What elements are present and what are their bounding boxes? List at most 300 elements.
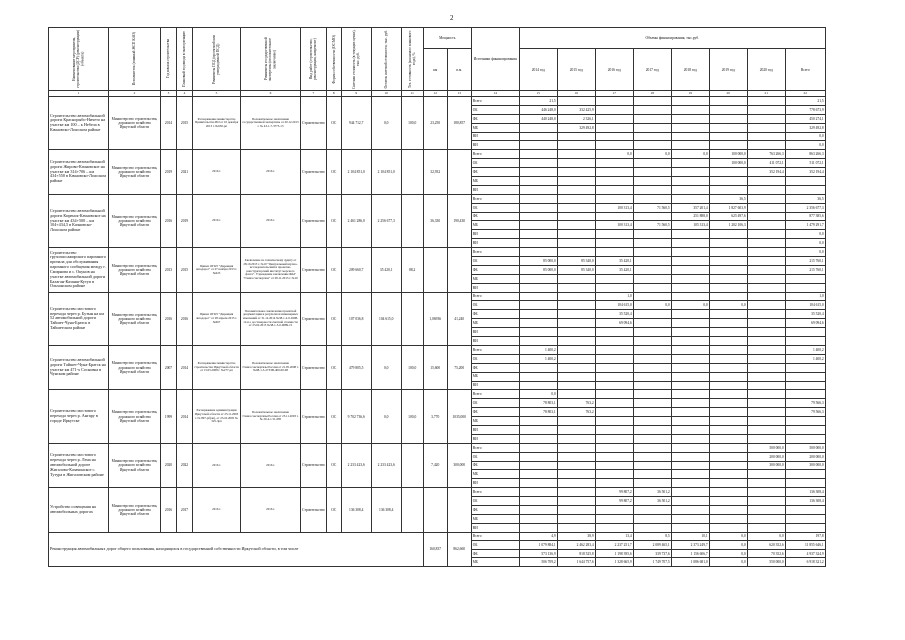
amount-cell bbox=[709, 399, 747, 408]
amount-cell bbox=[519, 470, 557, 479]
amount-cell bbox=[747, 399, 785, 408]
source-label: ОБ bbox=[471, 159, 519, 168]
psd: Приказ ОГКУ "Дирекция автодорог" от 27 ноября 2013 г. №623 bbox=[193, 248, 241, 292]
amount-cell bbox=[633, 470, 671, 479]
amount-cell: 352 194,4 bbox=[785, 168, 825, 177]
amount-cell bbox=[747, 417, 785, 426]
amount-cell bbox=[671, 141, 709, 150]
project-name: Строительство мостового перехода через р. Бутын на км 52 автомобильной дороги Тайшет-Чуна-Братск в Тайшетском районе bbox=[49, 292, 109, 345]
amount-cell bbox=[633, 123, 671, 132]
amount-cell: 357 201,4 bbox=[671, 203, 709, 212]
source-label: ОБ bbox=[471, 203, 519, 212]
amount-cell: 99 807,2 bbox=[595, 488, 633, 497]
source-label: МБ bbox=[471, 123, 519, 132]
amount-cell bbox=[633, 452, 671, 461]
capacity-km: 3,770 bbox=[423, 390, 447, 443]
source-label: ОБ bbox=[471, 399, 519, 408]
amount-cell bbox=[519, 443, 557, 452]
amount-cell bbox=[785, 434, 825, 443]
amount-cell bbox=[785, 505, 825, 514]
amount-cell bbox=[709, 141, 747, 150]
amount-cell: 1 400,2 bbox=[785, 345, 825, 354]
amount-cell bbox=[671, 408, 709, 417]
col-number: 1 bbox=[49, 91, 109, 97]
amount-cell bbox=[519, 452, 557, 461]
amount-cell bbox=[595, 274, 633, 283]
amount-cell bbox=[519, 283, 557, 292]
amount-cell bbox=[633, 390, 671, 399]
amount-cell bbox=[557, 372, 595, 381]
amount-cell bbox=[747, 408, 785, 417]
amount-cell bbox=[519, 212, 557, 221]
total-amount-cell: 1 198 395,6 bbox=[595, 549, 633, 558]
amount-cell bbox=[633, 417, 671, 426]
amount-cell bbox=[557, 381, 595, 390]
amount-cell bbox=[557, 354, 595, 363]
amount-cell bbox=[519, 372, 557, 381]
total-amount-cell: 0,0 bbox=[709, 558, 747, 567]
amount-cell bbox=[671, 239, 709, 248]
amount-cell bbox=[747, 265, 785, 274]
total-amount-cell: 1 156 606,7 bbox=[671, 549, 709, 558]
source-label: ФБ bbox=[471, 549, 519, 558]
source-label: ФБ bbox=[471, 310, 519, 319]
amount-cell: 0,0 bbox=[633, 301, 671, 310]
amount-cell bbox=[595, 461, 633, 470]
amount-cell bbox=[709, 461, 747, 470]
capacity-km: 32,932 bbox=[423, 150, 447, 194]
amount-cell bbox=[557, 185, 595, 194]
col-header-executor: Исполнитель (главный ЖСП КАО) bbox=[109, 28, 161, 91]
amount-cell bbox=[671, 194, 709, 203]
amount-cell: 105 313,4 bbox=[671, 221, 709, 230]
executor: Министерство строительства, дорожного хозяйства Иркутской области bbox=[109, 292, 161, 345]
amount-cell bbox=[595, 479, 633, 488]
source-label: ФБ bbox=[471, 363, 519, 372]
project-name: Строительство грузопассажирского паромного причала для обслуживания паромного сообщения между г. Смирнова и с. Окунов на участке автомобильной дороги Балаган-Казанш-Кутуп в Ольхонском районе bbox=[49, 248, 109, 292]
amount-cell bbox=[633, 372, 671, 381]
amount-cell bbox=[709, 185, 747, 194]
col-header-psd: Реквизиты ПСД (проектной или утвержденной ПСД) bbox=[193, 28, 241, 91]
amount-cell bbox=[747, 479, 785, 488]
amount-cell bbox=[595, 283, 633, 292]
remaining-cost: 0,0 bbox=[371, 390, 401, 443]
amount-cell: 100 000,0 bbox=[709, 159, 747, 168]
executor: Министерство строительства, дорожного хозяйства Иркутской области bbox=[109, 390, 161, 443]
amount-cell: 85 340,0 bbox=[557, 265, 595, 274]
source-label: ОБ bbox=[471, 301, 519, 310]
amount-cell bbox=[709, 292, 747, 301]
amount-cell bbox=[747, 239, 785, 248]
table-row bbox=[49, 248, 826, 257]
total-amount-cell: 2 373 249,7 bbox=[671, 541, 709, 550]
source-label: МБ bbox=[471, 417, 519, 426]
amount-cell bbox=[671, 497, 709, 506]
amount-cell bbox=[747, 310, 785, 319]
col-header-year: 2016 год bbox=[595, 49, 633, 91]
col-header-ready: Тех. готовность (на начало планового года), % bbox=[401, 28, 423, 91]
amount-cell: 300 000,0 bbox=[785, 461, 825, 470]
amount-cell: 36,5 bbox=[785, 194, 825, 203]
work-type: Строительство bbox=[301, 194, 327, 247]
amount-cell bbox=[747, 505, 785, 514]
amount-cell bbox=[747, 97, 785, 106]
amount-cell bbox=[633, 97, 671, 106]
source-label: ФБ bbox=[471, 461, 519, 470]
work-type: Строительство bbox=[301, 390, 327, 443]
amount-cell: 877 385,6 bbox=[785, 212, 825, 221]
amount-cell bbox=[785, 417, 825, 426]
amount-cell: 329 492,8 bbox=[557, 123, 595, 132]
amount-cell bbox=[709, 105, 747, 114]
amount-cell bbox=[747, 221, 785, 230]
amount-cell bbox=[785, 479, 825, 488]
total-amount-cell: 573 136,9 bbox=[519, 549, 557, 558]
capacity-km: 36,330 bbox=[423, 194, 447, 247]
expertise: Заключение по техническому аудиту от 28.10.2013 г. №10 "Центральный научно-исследовательский и проектно-конструкторский институт морского флота". Учреждение заключение ФАУ "Главгосэкспертиза" от 28.11.2013 г. №10 bbox=[241, 248, 301, 292]
total-amount-cell: 1 749 707,5 bbox=[633, 558, 671, 567]
total-amount-cell: 4 937 324,9 bbox=[785, 549, 825, 558]
total-amount-cell: 11 855 646,1 bbox=[785, 541, 825, 550]
source-label: ОБ bbox=[471, 105, 519, 114]
amount-cell bbox=[595, 168, 633, 177]
ownership: ОС bbox=[326, 97, 341, 150]
ownership: ОС bbox=[326, 390, 341, 443]
capacity-pm bbox=[447, 248, 471, 292]
amount-cell: 71 560,5 bbox=[633, 203, 671, 212]
total-amount-cell: 8,5 bbox=[633, 532, 671, 541]
amount-cell bbox=[747, 114, 785, 123]
remaining-cost: 2 104 851,0 bbox=[371, 150, 401, 194]
source-label: МБ bbox=[471, 470, 519, 479]
ownership: ОС bbox=[326, 292, 341, 345]
amount-cell bbox=[595, 425, 633, 434]
amount-cell bbox=[671, 132, 709, 141]
amount-cell bbox=[709, 434, 747, 443]
amount-cell bbox=[519, 292, 557, 301]
expertise: 2016 г. bbox=[241, 488, 301, 532]
capacity-pm: 180,857 bbox=[447, 97, 471, 150]
amount-cell bbox=[557, 425, 595, 434]
source-label: МБ bbox=[471, 221, 519, 230]
capacity-km bbox=[423, 488, 447, 532]
source-label: Всего bbox=[471, 248, 519, 257]
amount-cell bbox=[557, 328, 595, 337]
amount-cell bbox=[785, 470, 825, 479]
amount-cell: 1 479 291,7 bbox=[785, 221, 825, 230]
source-label: Всего bbox=[471, 443, 519, 452]
amount-cell: 100 313,4 bbox=[595, 221, 633, 230]
estimated-cost: 2 104 851,0 bbox=[341, 150, 371, 194]
amount-cell bbox=[747, 105, 785, 114]
total-row bbox=[49, 532, 826, 541]
amount-cell bbox=[519, 123, 557, 132]
amount-cell bbox=[633, 523, 671, 532]
source-label: МБ bbox=[471, 319, 519, 328]
amount-cell bbox=[633, 514, 671, 523]
amount-cell: 85 000,0 bbox=[519, 265, 557, 274]
amount-cell bbox=[709, 497, 747, 506]
amount-cell bbox=[747, 301, 785, 310]
amount-cell bbox=[519, 328, 557, 337]
col-header-name: Наименование мероприятия, строительства (ДСР) (реконструкции) (объекта) bbox=[49, 28, 109, 91]
amount-cell: 0,0 bbox=[709, 301, 747, 310]
capacity-pm bbox=[447, 150, 471, 194]
amount-cell: 0,0 bbox=[595, 150, 633, 159]
amount-cell bbox=[519, 168, 557, 177]
amount-cell bbox=[671, 319, 709, 328]
amount-cell: 35 520,4 bbox=[785, 310, 825, 319]
amount-cell bbox=[747, 381, 785, 390]
amount-cell bbox=[785, 274, 825, 283]
total-amount-cell: 1 644 757,6 bbox=[557, 558, 595, 567]
amount-cell bbox=[671, 97, 709, 106]
amount-cell bbox=[519, 523, 557, 532]
executor: Министерство строительства, дорожного хозяйства Иркутской области bbox=[109, 248, 161, 292]
amount-cell bbox=[747, 141, 785, 150]
source-label: ОБ bbox=[471, 497, 519, 506]
total-amount-cell: 13,4 bbox=[595, 532, 633, 541]
capacity-km: 1,06936 bbox=[423, 292, 447, 345]
amount-cell bbox=[671, 230, 709, 239]
amount-cell bbox=[671, 354, 709, 363]
amount-cell bbox=[671, 168, 709, 177]
amount-cell bbox=[671, 523, 709, 532]
estimated-cost: 9 702 736,6 bbox=[341, 390, 371, 443]
amount-cell bbox=[557, 363, 595, 372]
amount-cell: 1 202 106,3 bbox=[709, 221, 747, 230]
amount-cell bbox=[709, 319, 747, 328]
amount-cell bbox=[519, 248, 557, 257]
amount-cell: 778 673,9 bbox=[785, 105, 825, 114]
amount-cell bbox=[633, 345, 671, 354]
amount-cell bbox=[557, 168, 595, 177]
col-number: 8 bbox=[326, 91, 341, 97]
amount-cell bbox=[519, 230, 557, 239]
amount-cell bbox=[671, 372, 709, 381]
amount-cell bbox=[519, 301, 557, 310]
amount-cell: 863 266,3 bbox=[785, 150, 825, 159]
amount-cell: 100 313,4 bbox=[595, 203, 633, 212]
executor: Министерство строительства, дорожного хозяйства Иркутской области bbox=[109, 194, 161, 247]
estimated-cost: 2 233 423,6 bbox=[341, 443, 371, 487]
work-type: Строительство bbox=[301, 292, 327, 345]
total-amount-cell: 506 709,2 bbox=[519, 558, 557, 567]
capacity-pm: 75,200 bbox=[447, 345, 471, 389]
amount-cell: 104 615,0 bbox=[785, 301, 825, 310]
readiness bbox=[401, 194, 423, 247]
psd: 2016 г. bbox=[193, 488, 241, 532]
work-type: Строительство bbox=[301, 345, 327, 389]
amount-cell bbox=[557, 177, 595, 186]
amount-cell: 85 340,0 bbox=[557, 257, 595, 266]
amount-cell bbox=[633, 292, 671, 301]
start-year: 2007 bbox=[161, 345, 177, 389]
amount-cell: 1 827 603,9 bbox=[709, 203, 747, 212]
amount-cell bbox=[595, 114, 633, 123]
amount-cell: 78 803,1 bbox=[519, 399, 557, 408]
amount-cell bbox=[709, 248, 747, 257]
expertise: Положительное заключение Главгосэкспертизы России от 25.11.2003 г. № 20-4-1/11-085 bbox=[241, 390, 301, 443]
amount-cell: 0,0 bbox=[633, 150, 671, 159]
amount-cell bbox=[557, 434, 595, 443]
readiness bbox=[401, 488, 423, 532]
amount-cell: 1 400,2 bbox=[785, 354, 825, 363]
amount-cell bbox=[747, 257, 785, 266]
source-label: ВИ bbox=[471, 141, 519, 150]
source-label: Всего bbox=[471, 97, 519, 106]
col-header-work: Вид работ (строительство, реконструкция, капремонт) bbox=[301, 28, 327, 91]
amount-cell bbox=[633, 319, 671, 328]
amount-cell bbox=[519, 434, 557, 443]
amount-cell bbox=[671, 425, 709, 434]
expertise: 2016 г. bbox=[241, 150, 301, 194]
col-number: 9 bbox=[341, 91, 371, 97]
amount-cell: 79 566,3 bbox=[785, 408, 825, 417]
source-label: ВИ bbox=[471, 523, 519, 532]
amount-cell bbox=[709, 257, 747, 266]
amount-cell bbox=[633, 434, 671, 443]
source-label: ВИ bbox=[471, 381, 519, 390]
total-pm: 862,660 bbox=[447, 532, 471, 566]
amount-cell bbox=[747, 363, 785, 372]
end-year: 2016 bbox=[177, 292, 193, 345]
amount-cell bbox=[633, 159, 671, 168]
amount-cell bbox=[595, 123, 633, 132]
amount-cell bbox=[595, 399, 633, 408]
col-header-year: Всего bbox=[785, 49, 825, 91]
amount-cell bbox=[557, 239, 595, 248]
amount-cell bbox=[785, 283, 825, 292]
psd: 2016 г. bbox=[193, 150, 241, 194]
amount-cell bbox=[557, 443, 595, 452]
amount-cell bbox=[785, 514, 825, 523]
amount-cell bbox=[709, 337, 747, 346]
amount-cell bbox=[595, 105, 633, 114]
source-label: МБ bbox=[471, 274, 519, 283]
amount-cell bbox=[709, 310, 747, 319]
amount-cell bbox=[595, 514, 633, 523]
amount-cell bbox=[633, 265, 671, 274]
total-amount-cell: 1 328 665,9 bbox=[595, 558, 633, 567]
amount-cell bbox=[671, 381, 709, 390]
amount-cell bbox=[747, 283, 785, 292]
amount-cell bbox=[595, 434, 633, 443]
estimated-cost: 136 308,4 bbox=[341, 488, 371, 532]
col-number: 21 bbox=[747, 91, 785, 97]
end-year: 2014 bbox=[177, 390, 193, 443]
executor: Министерство строительства, дорожного хозяйства Иркутской области bbox=[109, 488, 161, 532]
amount-cell bbox=[633, 363, 671, 372]
expertise: Положительное заключение Главгосэкспертизы России от 21.05.2008 г. №08-1-3-273/08-400-00-08 bbox=[241, 345, 301, 389]
col-header-start: Год начала строительства bbox=[161, 28, 177, 91]
source-label: ОБ bbox=[471, 257, 519, 266]
col-header-source: Источники финансирования bbox=[471, 28, 519, 91]
total-amount-cell: 339 737,6 bbox=[633, 549, 671, 558]
amount-cell bbox=[785, 425, 825, 434]
amount-cell: 35 420,1 bbox=[595, 265, 633, 274]
amount-cell bbox=[519, 363, 557, 372]
start-year: 2016 bbox=[161, 194, 177, 247]
executor: Министерство строительства, дорожного хозяйства Иркутской области bbox=[109, 345, 161, 389]
amount-cell bbox=[709, 363, 747, 372]
amount-cell bbox=[519, 159, 557, 168]
table-row bbox=[49, 150, 826, 159]
amount-cell bbox=[747, 203, 785, 212]
project-name: Устройство освещения на автомобильных дорогах bbox=[49, 488, 109, 532]
amount-cell bbox=[671, 310, 709, 319]
amount-cell bbox=[785, 185, 825, 194]
end-year: 2019 bbox=[177, 194, 193, 247]
remaining-cost: 104 615,0 bbox=[371, 292, 401, 345]
estimated-cost: 944 712,7 bbox=[341, 97, 371, 150]
source-label: ОБ bbox=[471, 354, 519, 363]
amount-cell bbox=[519, 221, 557, 230]
total-amount-cell: 0,0 bbox=[709, 532, 747, 541]
amount-cell bbox=[785, 381, 825, 390]
start-year: 2013 bbox=[161, 248, 177, 292]
total-amount-cell: 0,0 bbox=[709, 541, 747, 550]
source-label: ВИ bbox=[471, 132, 519, 141]
amount-cell: 0,0 bbox=[785, 239, 825, 248]
col-number: 16 bbox=[557, 91, 595, 97]
amount-cell bbox=[709, 452, 747, 461]
amount-cell bbox=[633, 283, 671, 292]
source-label: ФБ bbox=[471, 505, 519, 514]
amount-cell: 411 072,1 bbox=[747, 159, 785, 168]
amount-cell bbox=[595, 443, 633, 452]
source-label: Всего bbox=[471, 150, 519, 159]
work-type: Строительство bbox=[301, 248, 327, 292]
amount-cell bbox=[709, 177, 747, 186]
amount-cell bbox=[595, 354, 633, 363]
amount-cell: 500 000,0 bbox=[785, 443, 825, 452]
amount-cell bbox=[709, 488, 747, 497]
amount-cell bbox=[709, 425, 747, 434]
amount-cell: 763,2 bbox=[557, 399, 595, 408]
amount-cell bbox=[633, 141, 671, 150]
amount-cell bbox=[557, 301, 595, 310]
amount-cell bbox=[557, 283, 595, 292]
amount-cell bbox=[519, 479, 557, 488]
amount-cell bbox=[785, 523, 825, 532]
source-label: МБ bbox=[471, 514, 519, 523]
col-header-expertise: Реквизиты государственной экспертизы (положительное заключение) bbox=[241, 28, 301, 91]
total-amount-cell: 2 089 465,1 bbox=[633, 541, 671, 550]
psd: 2016 г. bbox=[193, 194, 241, 247]
amount-cell bbox=[519, 488, 557, 497]
amount-cell bbox=[595, 194, 633, 203]
amount-cell bbox=[633, 194, 671, 203]
work-type: Строительство bbox=[301, 97, 327, 150]
page-number: 2 bbox=[450, 14, 454, 22]
project-name: Строительство автомобильной дороги Тайшет-Чуна-Братск на участке км 471-х Сосновка в Чунском районе bbox=[49, 345, 109, 389]
amount-cell: 100 000,0 bbox=[709, 150, 747, 159]
readiness: 88,2 bbox=[401, 248, 423, 292]
project-name: Строительство автомобильной дороги Краснорыбо-Ничето на участке км 100 – к Небела в Качновско-Лоасском районе bbox=[49, 97, 109, 150]
amount-cell: 36 501,2 bbox=[633, 497, 671, 506]
source-label: Всего bbox=[471, 390, 519, 399]
executor: Министерство строительства, дорожного хозяйства Иркутской области bbox=[109, 150, 161, 194]
amount-cell bbox=[519, 194, 557, 203]
source-label: ФБ bbox=[471, 212, 519, 221]
amount-cell bbox=[671, 274, 709, 283]
amount-cell: 0,0 bbox=[785, 132, 825, 141]
source-label: ОБ bbox=[471, 541, 519, 550]
amount-cell bbox=[633, 408, 671, 417]
col-header-volume: Объемы финансирования, тыс.руб. bbox=[519, 28, 825, 49]
amount-cell: 300 000,0 bbox=[747, 461, 785, 470]
